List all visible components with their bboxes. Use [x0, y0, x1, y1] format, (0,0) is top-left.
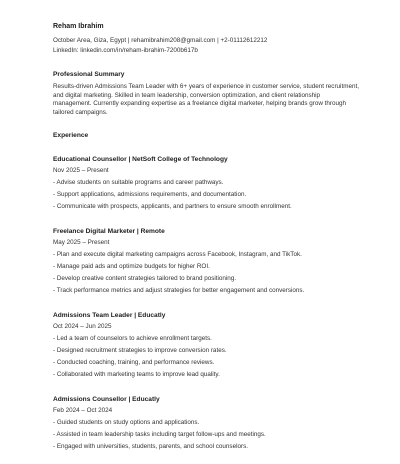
job-title: Admissions Team Leader | Educatly: [53, 312, 166, 320]
job-dates: Nov 2025 – Present: [53, 167, 109, 175]
job-dates: May 2025 – Present: [53, 239, 110, 247]
linkedin-link[interactable]: LinkedIn: linkedin.com/in/reham-ibrahim-7200b617b: [53, 47, 198, 54]
job-bullet: - Develop creative content strategies tailored to brand positioning.: [53, 275, 237, 283]
job-bullet: - Designed recruitment strategies to improve conversion rates.: [53, 347, 227, 355]
job-bullet: - Guided students on study options and applications.: [53, 419, 200, 427]
job-entry: [53, 155, 360, 213]
job-title: Educational Counsellor | NetSoft College of Technology: [53, 156, 228, 164]
job-bullet: - Assisted in team leadership tasks including target follow-ups and meetings.: [53, 431, 266, 439]
job-bullet: - Manage paid ads and optimize budgets for higher ROI.: [53, 263, 210, 271]
job-bullet: - Engaged with universities, students, parents, and school counselors.: [53, 443, 248, 451]
job-title: Admissions Counsellor | Educatly: [53, 396, 160, 404]
summary-text: Results-driven Admissions Team Leader with 6+ years of experience in customer service, student recruitment, and digital marketing. Skilled in team leadership, conversion optimization, and client relationship management. Currently expanding expertise as a freelance digital marketer, helping brands grow through tailored campaigns.: [53, 83, 359, 116]
job-title: Freelance Digital Marketer | Remote: [53, 228, 165, 236]
job-bullets: [53, 177, 360, 213]
job-bullets: [53, 249, 360, 297]
job-entry: [53, 311, 360, 381]
experience-heading: Experience: [53, 132, 89, 140]
job-bullet: - Track performance metrics and adjust strategies for better engagement and conversions.: [53, 287, 305, 295]
job-dates: Oct 2024 – Jun 2025: [53, 323, 112, 331]
job-bullet: - Conducted coaching, training, and performance reviews.: [53, 359, 215, 367]
job-dates: Feb 2024 – Oct 2024: [53, 407, 113, 415]
job-bullet: - Led a team of counselors to achieve enrollment targets.: [53, 335, 212, 343]
job-bullet: - Collaborated with marketing teams to improve lead quality.: [53, 371, 220, 379]
summary-heading: Professional Summary: [53, 71, 125, 78]
candidate-name: Reham Ibrahim: [53, 23, 104, 30]
job-bullet: - Communicate with prospects, applicants, and partners to ensure smooth enrollment.: [53, 203, 292, 211]
job-entry: [53, 395, 360, 453]
experience-list: [53, 155, 360, 453]
job-bullets: [53, 417, 360, 453]
job-bullet: - Advise students on suitable programs and career pathways.: [53, 179, 224, 187]
contact-info: October Area, Giza, Egypt | rehamibrahim208@gmail.com | +2-01112612212: [53, 37, 268, 44]
job-entry: [53, 227, 360, 297]
job-bullets: [53, 333, 360, 381]
job-bullet: - Plan and execute digital marketing campaigns across Facebook, Instagram, and TikTok.: [53, 251, 302, 259]
job-bullet: - Support applications, admissions requirements, and documentation.: [53, 191, 247, 199]
